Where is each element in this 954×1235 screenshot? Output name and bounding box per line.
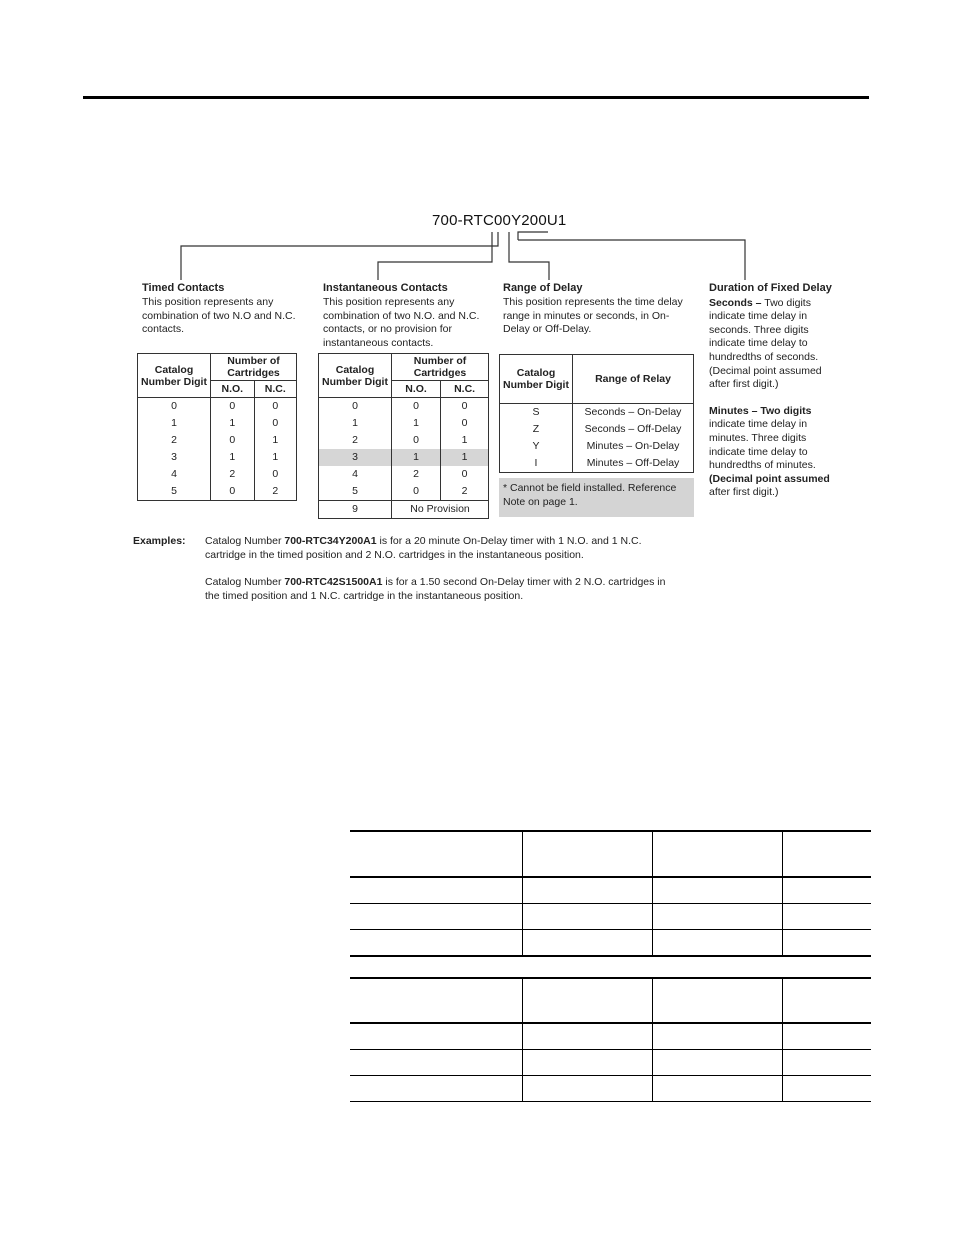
table-cell: 1: [392, 415, 441, 432]
range-of-relay-table: [499, 354, 694, 473]
seconds-text: Two digits indicate time delay in seconds. Three digits indicate time delay to hundredths of seconds. (Decimal point assumed after first digit.): [709, 296, 822, 391]
table-cell: 0: [138, 398, 211, 416]
ex1-catalog-number: 700-RTC34Y200A1: [284, 535, 377, 547]
timed-contacts-title: Timed Contacts: [142, 282, 225, 294]
table-row: [350, 1076, 871, 1102]
range-of-delay-title: Range of Delay: [503, 282, 583, 294]
minutes-bold-tail: (Decimal point assumed: [709, 472, 830, 485]
table-row: [319, 398, 489, 416]
table-cell: 5: [138, 483, 211, 501]
catalog-number-title: 700-RTC00Y200U1: [432, 212, 567, 229]
ex2-pre: Catalog Number: [205, 576, 285, 588]
cell-digit: 9: [319, 501, 392, 519]
cell-no-provision: No Provision: [392, 501, 489, 519]
table-cell: 1: [254, 432, 296, 449]
table-cell: 2: [319, 432, 392, 449]
table-row: [500, 455, 694, 473]
range-of-delay-desc: This position represents the time delay range in minutes or seconds, in On-Delay or Off-Delay.: [503, 296, 683, 335]
table-header-row: [350, 978, 871, 1023]
table-cell: Seconds – Off-Delay: [573, 421, 694, 438]
table-row: [350, 1050, 871, 1076]
table-row: [319, 415, 489, 432]
blank-table-1: [350, 830, 871, 957]
table-cell: 0: [441, 415, 489, 432]
table-cell: 0: [211, 398, 255, 416]
duration-section: [709, 282, 839, 500]
duration-title: Duration of Fixed Delay: [709, 282, 832, 294]
table-cell: 1: [392, 449, 441, 466]
minutes-text: indicate time delay in minutes. Three digits indicate time delay to hundredths of minutes.: [709, 418, 816, 472]
col-catalog-digit: Catalog Number Digit: [138, 354, 211, 398]
table-cell: 2: [138, 432, 211, 449]
table-cell: 1: [211, 449, 255, 466]
table-cell: 0: [392, 432, 441, 449]
col-no: N.O.: [392, 381, 441, 398]
table-cell: 0: [441, 466, 489, 483]
instantaneous-contacts-title: Instantaneous Contacts: [323, 282, 448, 294]
table-cell: S: [500, 404, 573, 422]
table-cell: 2: [392, 466, 441, 483]
table-cell: 0: [254, 415, 296, 432]
ex2-post: is for a 1.50 second On-Delay timer with 2 N.O. cartridges in the timed position and 1 N.C. cartridge in the instantaneous position.: [205, 576, 666, 602]
table-row: [319, 466, 489, 483]
table-row: [138, 449, 297, 466]
table-cell: 2: [441, 483, 489, 501]
table-row: [350, 930, 871, 957]
table-cell: 0: [254, 398, 296, 416]
example-2: [205, 576, 675, 603]
table-cell: 0: [441, 398, 489, 416]
table-row: [350, 877, 871, 904]
table-cell: 1: [441, 432, 489, 449]
examples-label: Examples:: [133, 535, 186, 547]
table-row: [500, 404, 694, 422]
col-nc: N.C.: [441, 381, 489, 398]
table-cell: Z: [500, 421, 573, 438]
table-cell: 0: [254, 466, 296, 483]
table-row: [500, 421, 694, 438]
table-cell: 2: [211, 466, 255, 483]
blank-table-2: [350, 977, 871, 1102]
table-cell: Seconds – On-Delay: [573, 404, 694, 422]
table-cell: Y: [500, 438, 573, 455]
instantaneous-contacts-table: [318, 353, 489, 519]
col-number-of-cartridges: Number of Cartridges: [211, 354, 297, 381]
table-cell: 2: [254, 483, 296, 501]
bracket-connectors: [0, 0, 954, 300]
table-cell: I: [500, 455, 573, 473]
table-row: [350, 1023, 871, 1050]
ex1-pre: Catalog Number: [205, 535, 285, 547]
instantaneous-contacts-desc: This position represents any combination of two N.O. and N.C. contacts, or no provision for instantaneous contacts.: [323, 296, 480, 349]
col-catalog-digit: Catalog Number Digit: [319, 354, 392, 398]
ex2-catalog-number: 700-RTC42S1500A1: [284, 576, 383, 588]
minutes-end: after first digit.): [709, 486, 779, 499]
table-row-no-provision: [319, 501, 489, 519]
table-row: [350, 904, 871, 930]
table-row: [138, 483, 297, 501]
timed-contacts-table: [137, 353, 297, 501]
col-no: N.O.: [211, 381, 255, 398]
table-cell: 1: [319, 415, 392, 432]
table-row: [138, 432, 297, 449]
timed-contacts-desc: This position represents any combination of two N.O and N.C. contacts.: [142, 296, 296, 335]
table-cell: 1: [138, 415, 211, 432]
table-cell: Minutes – Off-Delay: [573, 455, 694, 473]
col-catalog-digit: Catalog Number Digit: [500, 355, 573, 404]
table-cell: 3: [138, 449, 211, 466]
table-cell: 5: [319, 483, 392, 501]
table-row: [319, 483, 489, 501]
table-cell: 4: [138, 466, 211, 483]
table-cell: 3: [319, 449, 392, 466]
table-row: [138, 398, 297, 416]
table-row: [319, 449, 489, 466]
col-nc: N.C.: [254, 381, 296, 398]
table-cell: 0: [211, 432, 255, 449]
table-header-row: [350, 831, 871, 877]
table-cell: 0: [392, 483, 441, 501]
example-1: [205, 535, 675, 562]
minutes-label: Minutes – Two digits: [709, 404, 812, 417]
duration-minutes-text: [709, 405, 839, 500]
table-cell: 4: [319, 466, 392, 483]
table-cell: 1: [211, 415, 255, 432]
table-row: [319, 432, 489, 449]
table-cell: 1: [254, 449, 296, 466]
table-cell: 0: [319, 398, 392, 416]
table-cell: 1: [441, 449, 489, 466]
table-row: [500, 438, 694, 455]
table-cell: Minutes – On-Delay: [573, 438, 694, 455]
table-row: [138, 466, 297, 483]
table-cell: 0: [392, 398, 441, 416]
field-install-note: * Cannot be field installed. Reference Note on page 1.: [499, 478, 694, 517]
ex1-post: is for a 20 minute On-Delay timer with 1 N.O. and 1 N.C. cartridge in the timed position and 2 N.O. cartridges in the instantaneous position.: [205, 535, 642, 561]
table-cell: 0: [211, 483, 255, 501]
table-row: [138, 415, 297, 432]
duration-seconds-text: [709, 297, 839, 392]
seconds-label: Seconds –: [709, 296, 762, 309]
col-number-of-cartridges: Number of Cartridges: [392, 354, 489, 381]
col-range-of-relay: Range of Relay: [573, 355, 694, 404]
